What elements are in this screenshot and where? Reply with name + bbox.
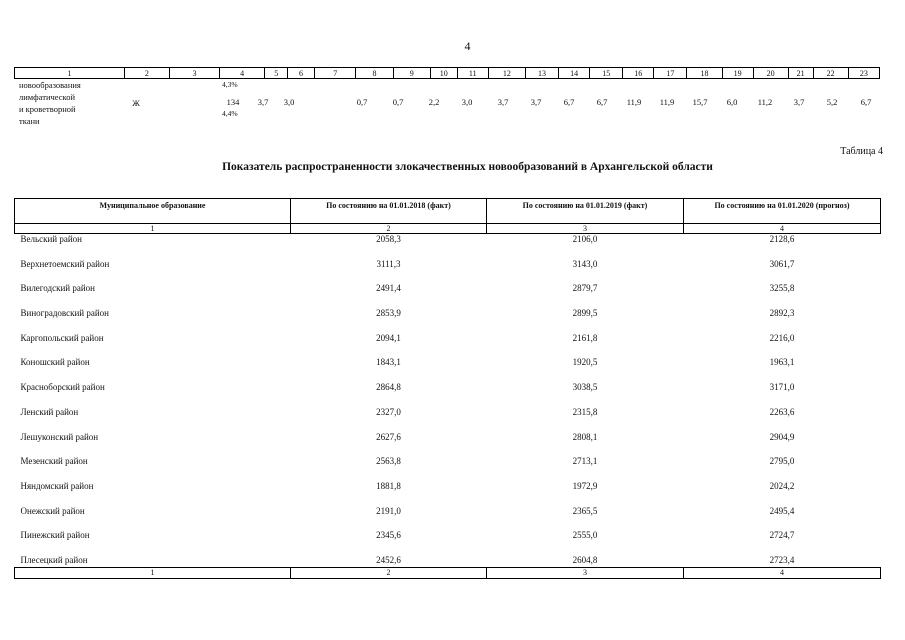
table-title: Показатель распространенности злокачественных новообразований в Архангельской области bbox=[222, 161, 713, 173]
table-row bbox=[15, 234, 881, 259]
cont-pct-top: 4,3% bbox=[222, 80, 238, 89]
district-name: Виноградовский район bbox=[20, 308, 109, 319]
value-2019: 2604,8 bbox=[572, 554, 598, 565]
value-2018: 2327,0 bbox=[376, 406, 401, 417]
table-row bbox=[15, 407, 881, 432]
value-2020: 3061,7 bbox=[769, 258, 795, 269]
cont-col-header: 7 bbox=[315, 68, 356, 79]
value-2018: 3111,3 bbox=[376, 258, 401, 269]
value-2020: 3255,8 bbox=[769, 283, 795, 294]
cont-col-header: 23 bbox=[848, 68, 879, 79]
column-header: По состоянию на 01.01.2020 (прогноз) bbox=[684, 199, 881, 224]
cont-col-header: 6 bbox=[288, 68, 315, 79]
cont-value-cell: 0,7 bbox=[392, 97, 404, 107]
value-2019: 2713,1 bbox=[572, 456, 598, 467]
table-row bbox=[15, 456, 881, 481]
value-2019: 1920,5 bbox=[572, 357, 598, 368]
column-number: 2 bbox=[291, 224, 487, 234]
table-row bbox=[15, 432, 881, 457]
district-name: Вилегодский район bbox=[20, 283, 95, 294]
value-2019: 2899,5 bbox=[572, 308, 598, 319]
cont-value-cell: 3,0 bbox=[461, 97, 473, 107]
column-number: 2 bbox=[291, 567, 487, 578]
column-number: 3 bbox=[487, 224, 684, 234]
cont-col-header: 20 bbox=[753, 68, 788, 79]
value-2018: 2491,4 bbox=[376, 283, 401, 294]
value-2018: 2452,6 bbox=[376, 554, 401, 565]
value-2018: 2345,6 bbox=[376, 530, 401, 541]
column-number: 1 bbox=[15, 224, 291, 234]
cont-name-line: и кроветворной bbox=[19, 104, 76, 114]
cont-sex-cell: Ж bbox=[132, 98, 140, 108]
value-2020: 2024,2 bbox=[769, 480, 795, 491]
continuation-table bbox=[14, 67, 880, 79]
cont-col-header: 19 bbox=[722, 68, 753, 79]
cont-col-header: 17 bbox=[654, 68, 687, 79]
header-row bbox=[15, 199, 881, 224]
cont-name-line: ткани bbox=[19, 116, 40, 126]
cont-col-header: 11 bbox=[457, 68, 488, 79]
value-2020: 2495,4 bbox=[769, 505, 795, 516]
value-2019: 3038,5 bbox=[572, 382, 598, 393]
cont-col-header: 10 bbox=[430, 68, 457, 79]
value-2018: 2563,8 bbox=[376, 456, 401, 467]
cont-col-header: 9 bbox=[393, 68, 430, 79]
cont-value-cell: 3,0 bbox=[283, 97, 295, 107]
cont-value-cell: 11,2 bbox=[757, 97, 773, 107]
table-row bbox=[15, 283, 881, 308]
table-row bbox=[15, 308, 881, 333]
value-2020: 2724,7 bbox=[769, 530, 795, 541]
value-2019: 2555,0 bbox=[572, 530, 598, 541]
column-number: 1 bbox=[15, 567, 291, 578]
cont-col-header: 4 bbox=[219, 68, 265, 79]
cont-pct-bottom: 4,4% bbox=[222, 109, 238, 118]
value-2018: 2627,6 bbox=[376, 431, 401, 442]
value-2018: 2853,9 bbox=[376, 308, 401, 319]
cont-name-line: новообразования bbox=[19, 80, 81, 90]
continuation-header-row bbox=[15, 68, 880, 79]
value-2018: 2864,8 bbox=[376, 382, 401, 393]
value-2020: 2263,6 bbox=[769, 406, 795, 417]
prevalence-table bbox=[14, 198, 881, 579]
value-2019: 2315,8 bbox=[572, 406, 598, 417]
continuation-row bbox=[14, 79, 880, 134]
value-2018: 2058,3 bbox=[376, 234, 401, 244]
cont-value-cell: 3,7 bbox=[793, 97, 805, 107]
cont-col-header: 1 bbox=[15, 68, 125, 79]
cont-col4-cell: 134 bbox=[226, 97, 240, 107]
district-name: Пинежский район bbox=[20, 530, 90, 541]
cont-value-cell: 6,7 bbox=[860, 97, 872, 107]
table-number: Таблица 4 bbox=[840, 146, 883, 157]
cont-col-header: 5 bbox=[265, 68, 288, 79]
table-row bbox=[15, 506, 881, 531]
cont-value-cell: 6,0 bbox=[726, 97, 738, 107]
cont-value-cell: 11,9 bbox=[626, 97, 642, 107]
value-2019: 1972,9 bbox=[572, 480, 598, 491]
district-name: Красноборский район bbox=[20, 382, 105, 393]
value-2020: 2904,9 bbox=[769, 431, 795, 442]
value-2019: 2106,0 bbox=[572, 234, 598, 244]
column-number: 4 bbox=[684, 567, 881, 578]
district-name: Плесецкий район bbox=[20, 554, 88, 565]
cont-col-header: 2 bbox=[124, 68, 170, 79]
value-2020: 2795,0 bbox=[769, 456, 795, 467]
cont-col-header: 13 bbox=[526, 68, 559, 79]
value-2020: 1963,1 bbox=[769, 357, 795, 368]
column-header: По состоянию на 01.01.2018 (факт) bbox=[291, 199, 487, 224]
cont-row-name bbox=[19, 79, 129, 127]
cont-value-cell: 11,9 bbox=[659, 97, 675, 107]
value-2019: 3143,0 bbox=[572, 258, 598, 269]
column-number: 3 bbox=[487, 567, 684, 578]
cont-value-cell: 15,7 bbox=[692, 97, 708, 107]
value-2018: 1843,1 bbox=[376, 357, 401, 368]
district-name: Коношский район bbox=[20, 357, 90, 368]
cont-col-header: 21 bbox=[788, 68, 813, 79]
district-name: Верхнетоемский район bbox=[20, 258, 110, 269]
district-name: Няндомский район bbox=[20, 480, 94, 491]
cont-value-cell: 0,7 bbox=[356, 97, 368, 107]
district-name: Ленский район bbox=[20, 406, 79, 417]
district-name: Каргопольский район bbox=[20, 332, 104, 343]
cont-name-line: лимфатической bbox=[19, 92, 76, 102]
cont-col-header: 12 bbox=[488, 68, 525, 79]
table-row bbox=[15, 555, 881, 568]
cont-col-header: 16 bbox=[623, 68, 654, 79]
cont-value-cell: 3,7 bbox=[530, 97, 542, 107]
district-name: Лешуконский район bbox=[20, 431, 99, 442]
footer-number-row bbox=[15, 567, 881, 578]
district-name: Вельский район bbox=[20, 234, 82, 244]
cont-value-cell: 3,7 bbox=[497, 97, 509, 107]
value-2020: 2723,4 bbox=[769, 554, 795, 565]
table-row bbox=[15, 357, 881, 382]
column-number: 4 bbox=[684, 224, 881, 234]
cont-col-header: 8 bbox=[356, 68, 393, 79]
value-2019: 2879,7 bbox=[572, 283, 598, 294]
district-name: Онежский район bbox=[20, 505, 85, 516]
value-2018: 2094,1 bbox=[376, 332, 401, 343]
table-row bbox=[15, 259, 881, 284]
value-2020: 2892,3 bbox=[769, 308, 795, 319]
table-row bbox=[15, 530, 881, 555]
value-2019: 2161,8 bbox=[572, 332, 598, 343]
value-2018: 1881,8 bbox=[376, 480, 401, 491]
cont-col-header: 3 bbox=[170, 68, 220, 79]
value-2019: 2808,1 bbox=[572, 431, 598, 442]
district-name: Мезенский район bbox=[20, 456, 88, 467]
column-header: По состоянию на 01.01.2019 (факт) bbox=[487, 199, 684, 224]
table-row bbox=[15, 333, 881, 358]
cont-value-cell: 5,2 bbox=[826, 97, 838, 107]
table-row bbox=[15, 481, 881, 506]
value-2020: 2128,6 bbox=[769, 234, 795, 244]
column-header: Муниципальное образование bbox=[15, 199, 291, 224]
value-2020: 3171,0 bbox=[769, 382, 795, 393]
cont-value-cell: 6,7 bbox=[596, 97, 608, 107]
table-row bbox=[15, 382, 881, 407]
cont-col-header: 14 bbox=[559, 68, 590, 79]
cont-col-header: 22 bbox=[813, 68, 848, 79]
cont-col-header: 15 bbox=[590, 68, 623, 79]
value-2018: 2191,0 bbox=[376, 505, 401, 516]
cont-col-header: 18 bbox=[687, 68, 722, 79]
cont-value-cell: 6,7 bbox=[563, 97, 575, 107]
cont-value-cell: 3,7 bbox=[257, 97, 269, 107]
value-2019: 2365,5 bbox=[572, 505, 598, 516]
cont-value-cell: 2,2 bbox=[428, 97, 440, 107]
page-number: 4 bbox=[464, 39, 471, 53]
value-2020: 2216,0 bbox=[769, 332, 795, 343]
column-number-row bbox=[15, 224, 881, 234]
